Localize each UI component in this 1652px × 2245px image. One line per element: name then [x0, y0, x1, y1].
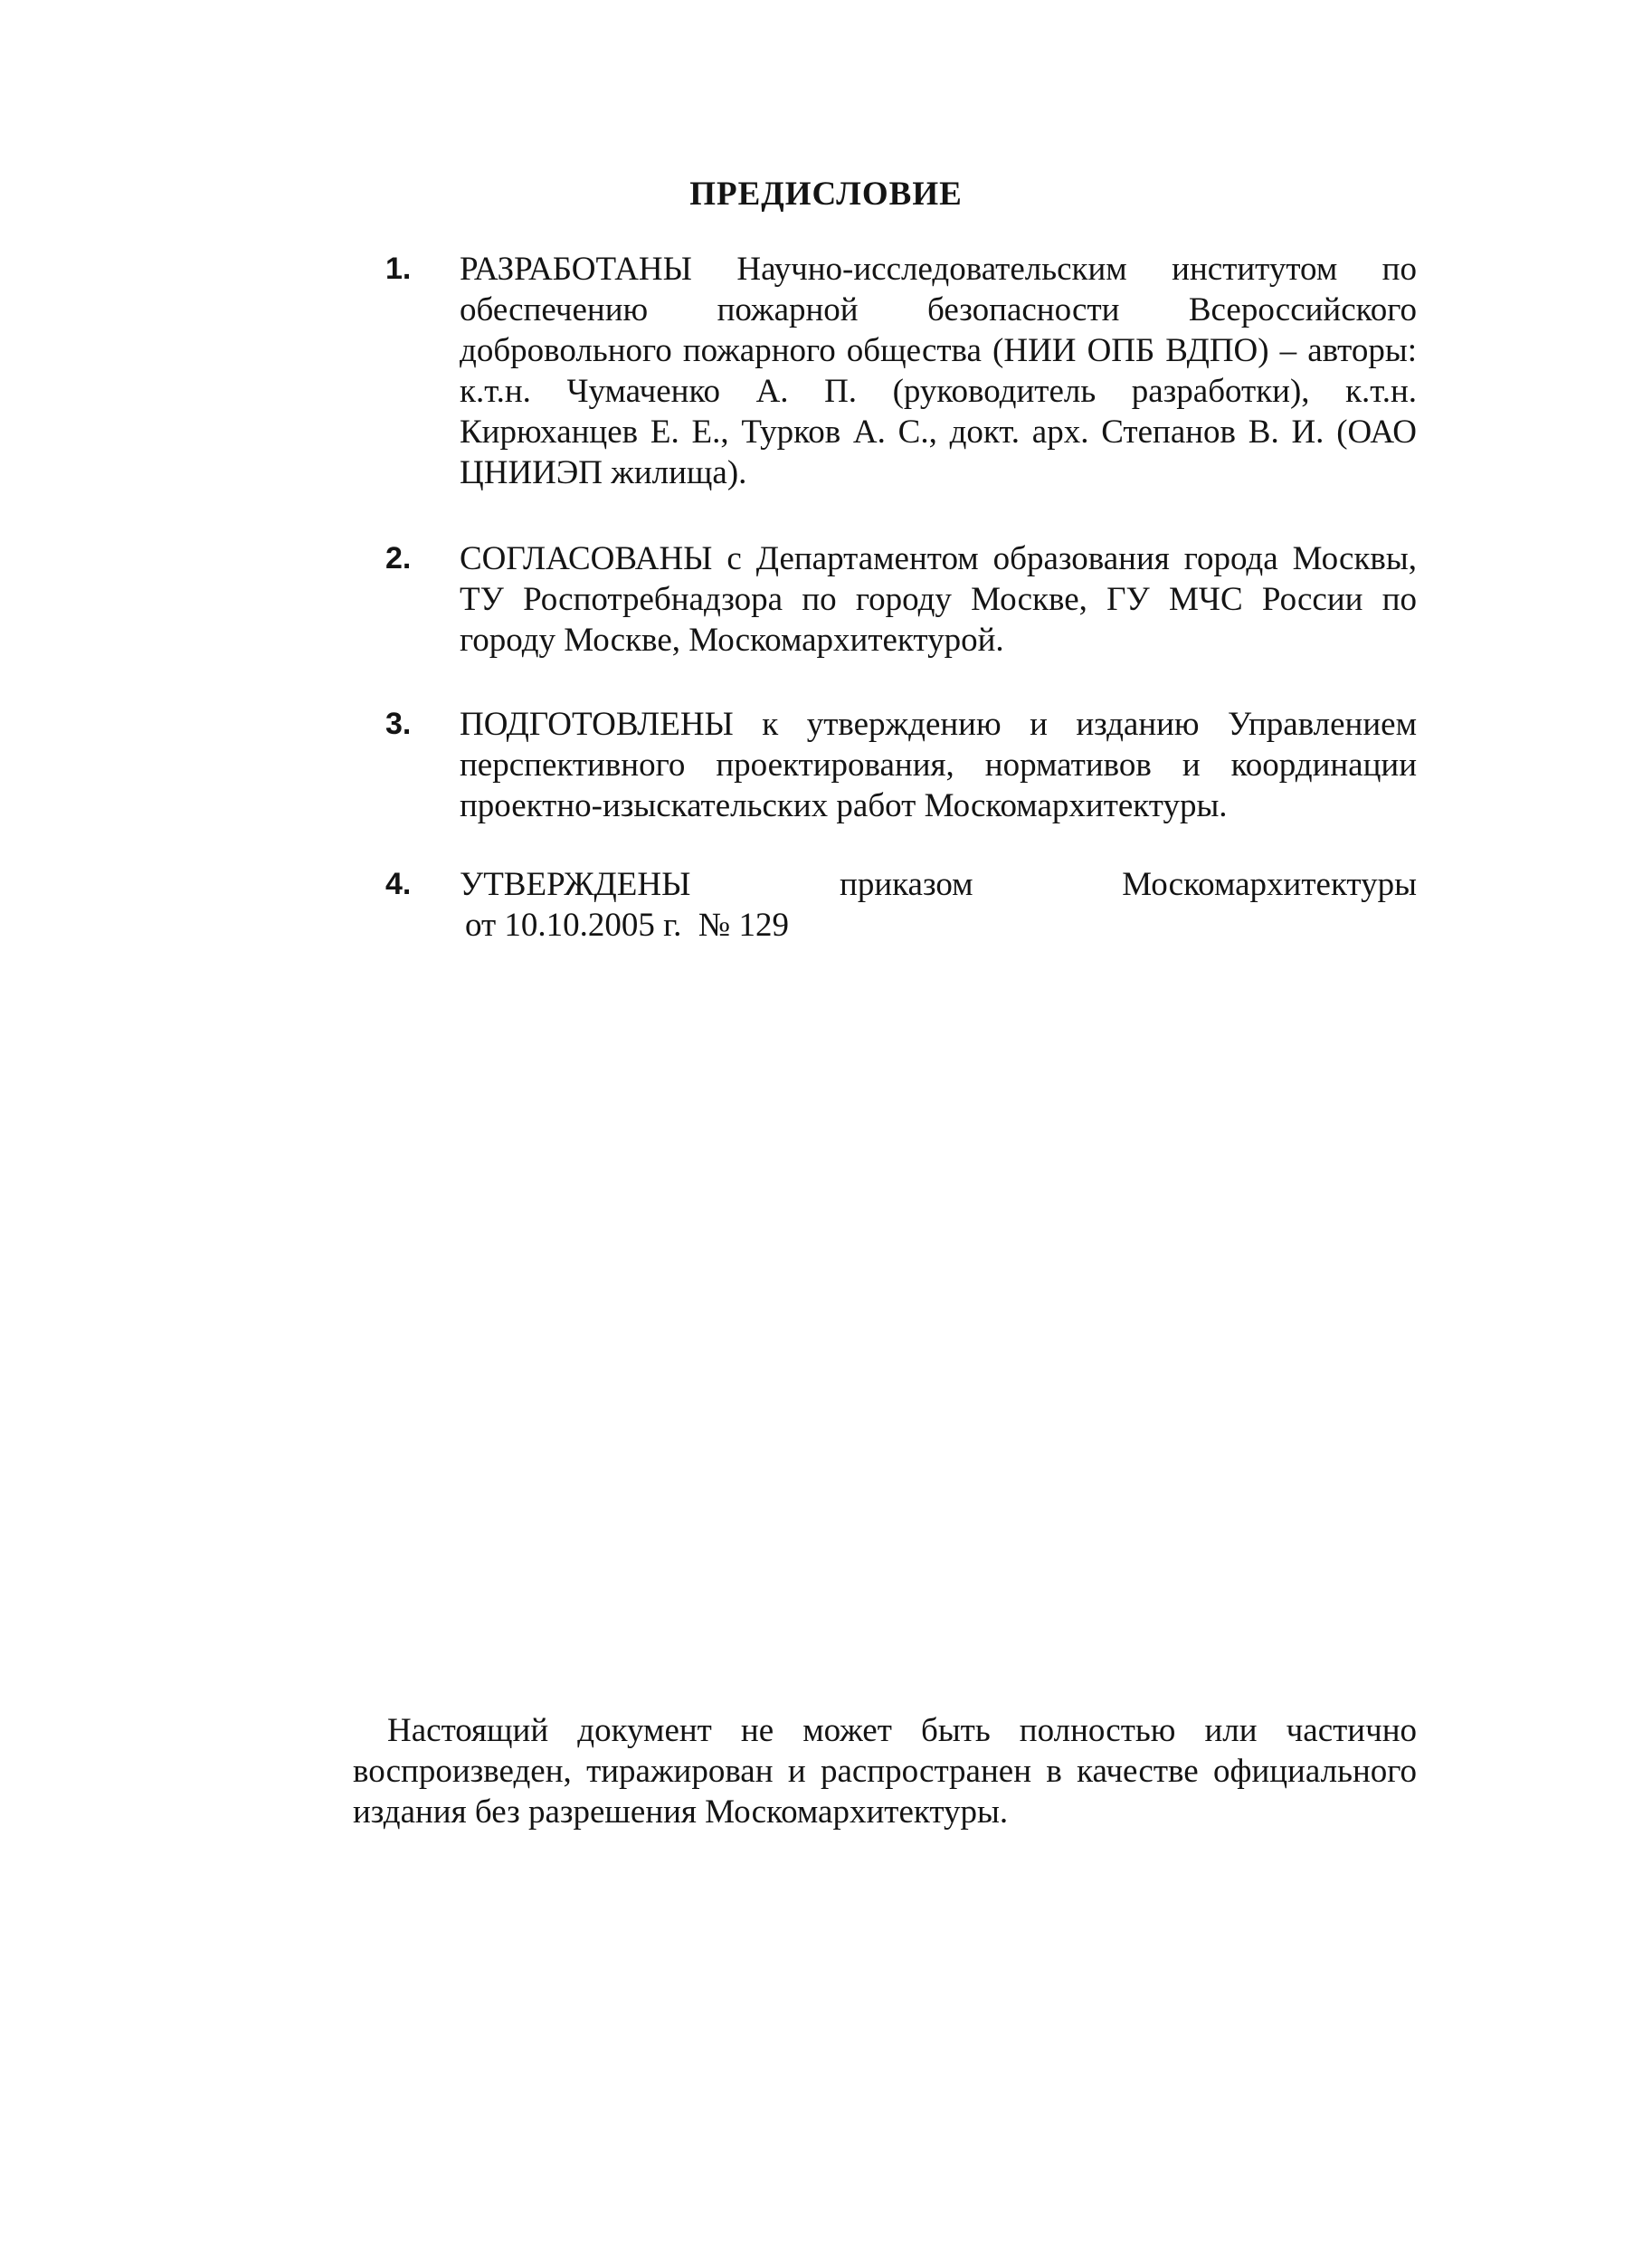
approved-word: УТВЕРЖДЕНЫ — [460, 866, 691, 903]
copyright-notice: Настоящий документ не может быть полностью или частично воспроизведен, тиражирован и распространен в качестве официального издания без разрешения Москомархитектуры. — [353, 1712, 1417, 1831]
order-word: приказом — [840, 866, 973, 903]
approved-row — [460, 864, 1417, 905]
approval-date-line: от 10.10.2005 г. № 129 — [465, 907, 789, 944]
page-title: ПРЕДИСЛОВИЕ — [689, 176, 963, 213]
item-number: 2. — [385, 541, 412, 576]
item-text: СОГЛАСОВАНЫ с Департаментом образования города Москвы, ТУ Роспотребнадзора по городу Москве, ГУ МЧС России по городу Москве, Москомархитектурой. — [460, 540, 1417, 659]
item-number: 3. — [385, 707, 412, 741]
item-text: РАЗРАБОТАНЫ Научно-исследовательским институтом по обеспечению пожарной безопасности Всероссийского добровольного пожарного общества (НИИ ОПБ ВДПО) – авторы: к.т.н. Чумаченко А. П. (руководитель разработки), к.т.н. Кирюханцев Е. Е., Турков А. С., докт. арх. Степанов В. И. (ОАО ЦНИИЭП жилища). — [460, 251, 1417, 491]
authority-word: Москомархитектуры — [1122, 866, 1417, 903]
item-text — [460, 864, 1417, 946]
item-number: 4. — [385, 867, 412, 901]
item-number: 1. — [385, 252, 412, 286]
item-text: ПОДГОТОВЛЕНЫ к утверждению и изданию Управлением перспективного проектирования, нормативов и координации проектно-изыскательских работ Москомархитектуры. — [460, 706, 1417, 824]
